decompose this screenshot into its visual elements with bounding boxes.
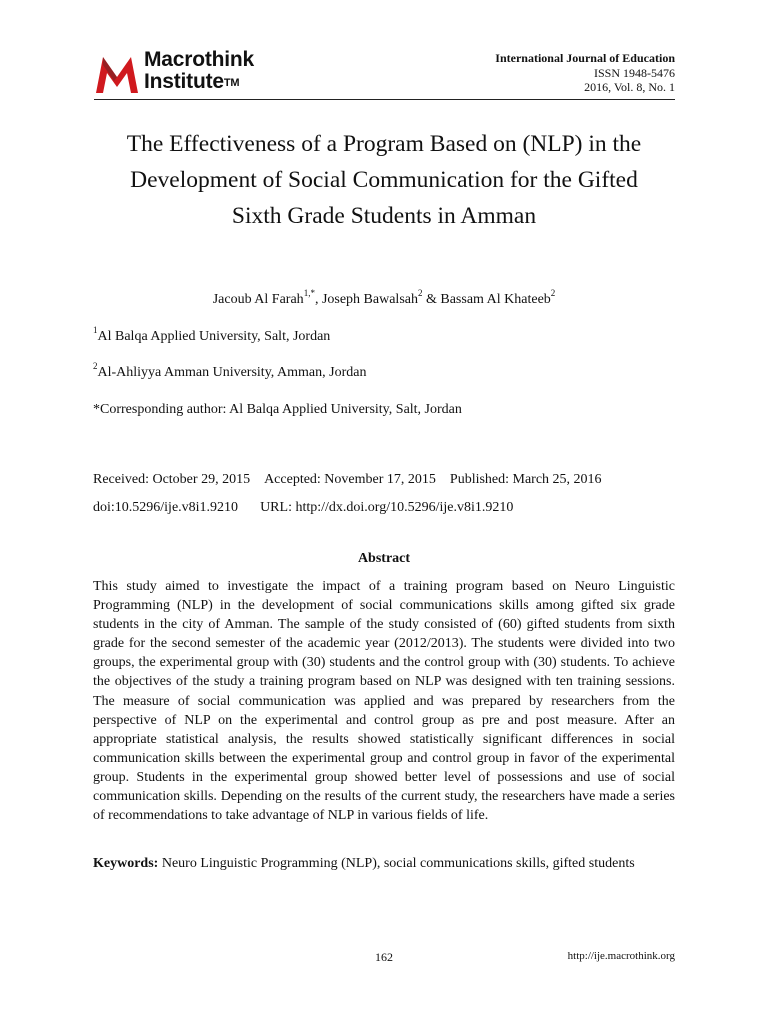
paper-title xyxy=(60,126,708,234)
author-name: Joseph Bawalsah xyxy=(321,292,418,307)
title-line: The Effectiveness of a Program Based on (NLP) in the xyxy=(126,131,642,157)
macrothink-logo-icon xyxy=(94,51,140,95)
accepted-date: Accepted: November 17, 2015 xyxy=(264,472,436,487)
author-name: Bassam Al Khateeb xyxy=(440,292,551,307)
journal-volume: 2016, Vol. 8, No. 1 xyxy=(584,80,675,94)
journal-name: International Journal of Education xyxy=(495,51,675,65)
keywords-label: Keywords: xyxy=(93,856,159,871)
affiliation-1 xyxy=(93,325,331,345)
keywords xyxy=(93,854,675,873)
author-list xyxy=(0,288,768,308)
author-name: Jacoub Al Farah xyxy=(212,292,304,307)
abstract-heading: Abstract xyxy=(357,551,411,566)
author-separator: , xyxy=(314,292,322,307)
journal-info xyxy=(495,51,675,95)
abstract-body: This study aimed to investigate the impact of a training program based on Neuro Linguistic Programming (NLP) in the development of social communications skills among gifted six grade students in the city of Amman. The sample of the study consisted of (60) gifted students from sixth grade for the second semester of the academic year (2012/2013). The students were divided into two groups, the experimental group with (30) students and the control group with (30) students. To achieve the objectives of the study a training program based on NLP was designed with ten training sessions. The measure of social communication was applied and was prepared by researchers from the perspective of NLP on the experimental and control group as pre and post measure. After an appropriate statistical analysis, the results showed statistically significant differences in social communication skills between the experimental group and control group in favor of the experimental group. Students in the experimental group showed better level of possessions and use of social communication skills. Depending on the results of the current study, the researchers have made a series of recommendations to take advantage of NLP in various fields of life. xyxy=(93,579,675,824)
logo-wordmark xyxy=(144,49,254,93)
author-superscript: 1,* xyxy=(303,288,315,299)
publication-dates xyxy=(93,466,602,522)
doi-link[interactable]: doi:10.5296/ije.v8i1.9210 xyxy=(93,500,239,515)
logo-line1: Macrothink xyxy=(144,48,255,71)
received-date: Received: October 29, 2015 xyxy=(93,472,251,487)
affiliation-superscript: 1 xyxy=(93,325,98,336)
author-superscript: 2 xyxy=(550,288,556,299)
logo-line2: Institute xyxy=(144,70,224,93)
affiliation-text: Al Balqa Applied University, Salt, Jordan xyxy=(97,329,331,344)
journal-issn: ISSN 1948-5476 xyxy=(593,65,675,80)
page-number: 162 xyxy=(375,950,393,964)
url-link[interactable]: URL: http://dx.doi.org/10.5296/ije.v8i1.9210 xyxy=(260,500,514,515)
author-separator: & xyxy=(422,292,441,307)
header-divider xyxy=(94,99,675,100)
affiliation-text: Al-Ahliyya Amman University, Amman, Jordan xyxy=(97,365,367,380)
logo-trademark: TM xyxy=(223,77,240,89)
title-line: Sixth Grade Students in Amman xyxy=(231,203,537,229)
keywords-text: Neuro Linguistic Programming (NLP), social communications skills, gifted students xyxy=(158,856,635,871)
affiliation-superscript: 2 xyxy=(93,361,98,372)
publisher-logo xyxy=(94,49,294,97)
published-date: Published: March 25, 2016 xyxy=(449,472,602,487)
journal-website-link[interactable]: http://ije.macrothink.org xyxy=(567,950,675,962)
author-superscript: 2 xyxy=(417,288,423,299)
corresponding-author: *Corresponding author: Al Balqa Applied University, Salt, Jordan xyxy=(93,402,462,417)
affiliation-2 xyxy=(93,361,367,381)
title-line: Development of Social Communication for the Gifted xyxy=(130,167,638,193)
